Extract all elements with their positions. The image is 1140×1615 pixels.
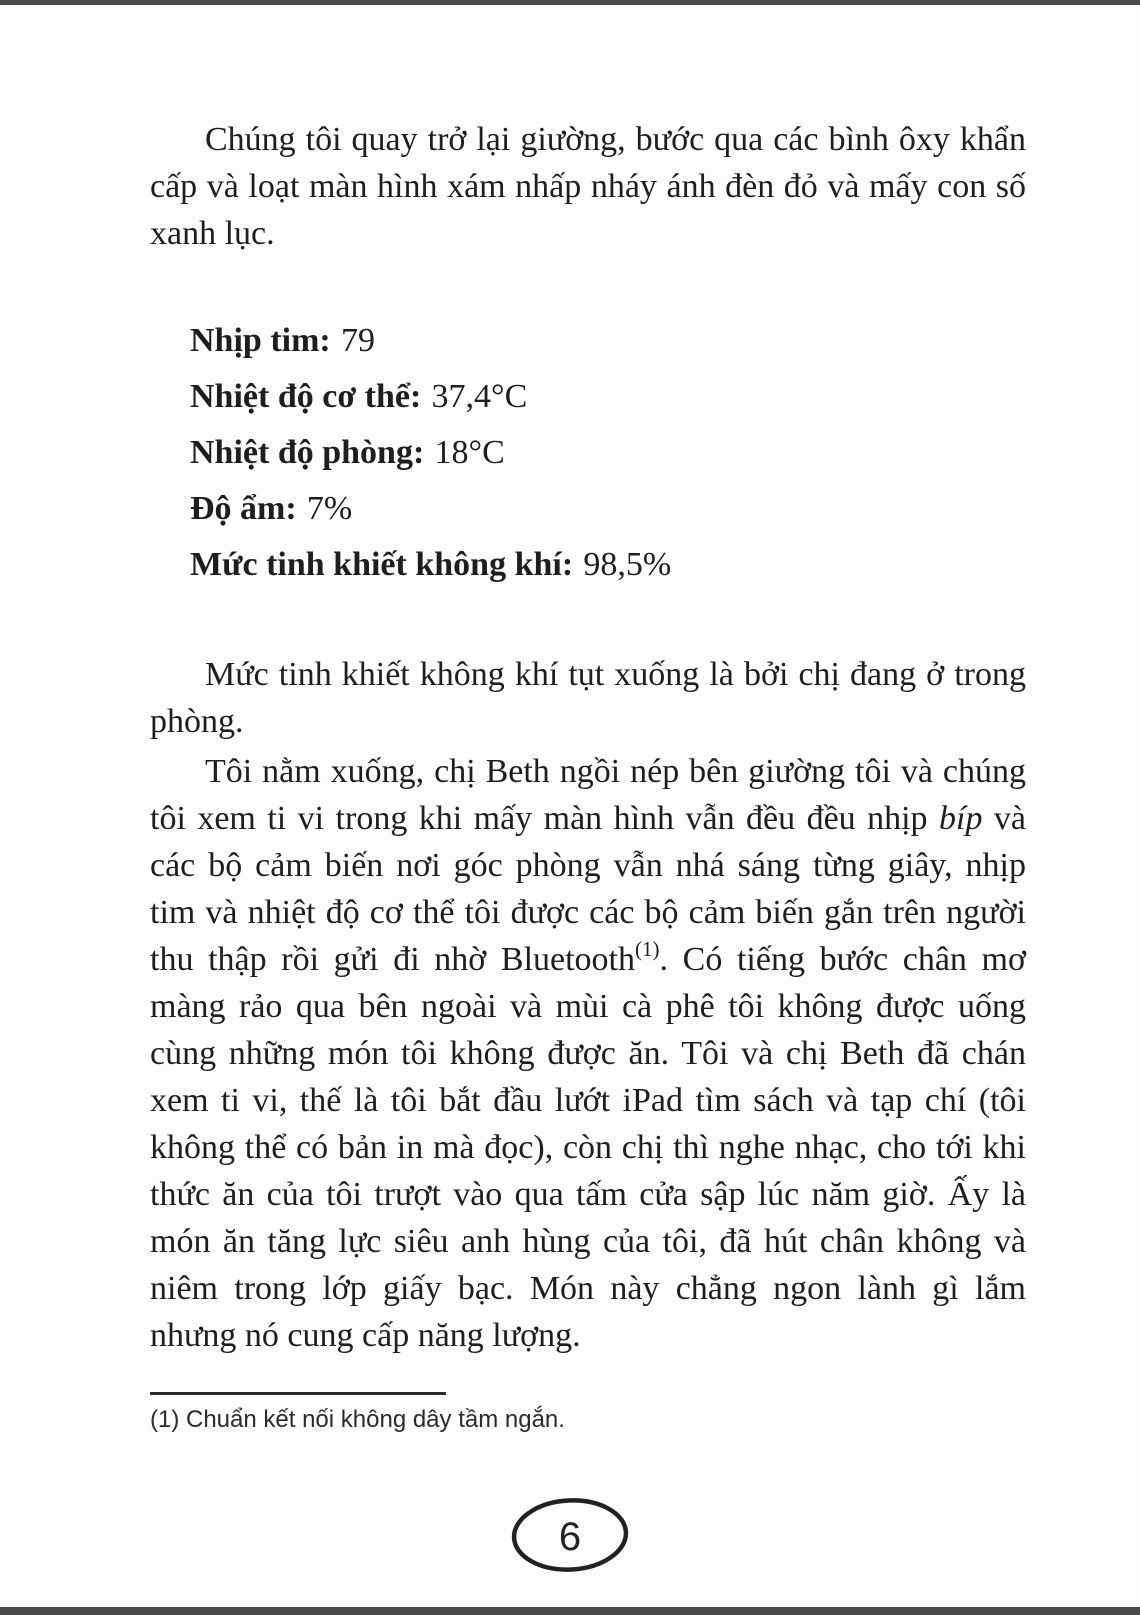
footnote xyxy=(150,1392,1026,1436)
paragraph-3-text: Tôi nằm xuống, chị Beth ngồi nép bên giường tôi và chúng tôi xem ti vi trong khi mấy màn hình vẫn đều đều nhịp xyxy=(150,753,1026,837)
paragraph-3-text: . Có tiếng bước chân mơ màng rảo qua bên ngoài và mùi cà phê tôi không được uống cùng những món tôi không được ăn. Tôi và chị Beth đã chán xem ti vi, thế là tôi bắt đầu lướt iPad tìm sách và tạp chí (tôi không thể có bản in mà đọc), còn chị thì nghe nhạc, cho tới khi thức ăn của tôi trượt vào qua tấm cửa sập lúc năm giờ. Ấy là món ăn tăng lực siêu anh hùng của tôi, đã hút chân không và niêm trong lớp giấy bạc. Món này chẳng ngon lành gì lắm nhưng nó cung cấp năng lượng. xyxy=(150,941,1026,1354)
paragraph-3-italic-word: bíp xyxy=(939,800,983,837)
stat-value: 7% xyxy=(306,490,353,527)
stat-separator: : xyxy=(285,490,297,527)
stat-row-room-temp xyxy=(190,425,1026,481)
footnote-divider-rule xyxy=(150,1392,446,1395)
page-number-oval xyxy=(509,1496,631,1576)
stat-row-heart-rate xyxy=(190,313,1026,369)
stat-value: 98,5% xyxy=(583,546,672,583)
stat-value: 79 xyxy=(340,322,375,359)
paragraph-2: Mức tinh khiết không khí tụt xuống là bởi chị đang ở trong phòng. xyxy=(150,656,1026,740)
page-number xyxy=(0,1496,1140,1576)
stat-label: Nhiệt độ cơ thể xyxy=(190,378,410,415)
stat-separator: : xyxy=(319,322,331,359)
stat-label: Nhịp tim xyxy=(190,322,320,359)
stat-row-humidity xyxy=(190,481,1026,537)
scan-top-edge xyxy=(0,0,1140,5)
paragraph-3-text: và các bộ cảm biến nơi góc phòng vẫn nhá sáng từng giây, nhịp tim và nhiệt độ cơ thể tôi được các bộ cảm biến gắn trên người thu thập rồi gửi đi nhờ Bluetooth xyxy=(150,800,1026,978)
page-number-text: 6 xyxy=(558,1514,582,1559)
paragraph-1: Chúng tôi quay trở lại giường, bước qua các bình ôxy khẩn cấp và loạt màn hình xám nhấp nháy ánh đèn đỏ và mấy con số xanh lục. xyxy=(150,121,1026,252)
vitals-stats-block xyxy=(190,313,1026,593)
footnote-text: (1) Chuẩn kết nối không dây tầm ngắn. xyxy=(150,1406,565,1433)
stat-separator: : xyxy=(561,546,574,583)
scan-bottom-edge xyxy=(0,1607,1140,1615)
stat-row-air-purity xyxy=(190,537,1026,593)
stat-label: Độ ẩm xyxy=(190,490,286,527)
footnote-reference-marker: (1) xyxy=(635,937,660,961)
stat-label: Mức tinh khiết không khí xyxy=(190,546,562,583)
stat-value: 18°C xyxy=(434,434,505,471)
stat-separator: : xyxy=(412,434,425,471)
paragraph-3 xyxy=(150,748,1026,1359)
stat-separator: : xyxy=(409,378,422,415)
stat-row-body-temp xyxy=(190,369,1026,425)
stat-value: 37,4°C xyxy=(431,378,528,415)
stat-label: Nhiệt độ phòng xyxy=(190,434,413,471)
page-content xyxy=(150,116,1026,1436)
